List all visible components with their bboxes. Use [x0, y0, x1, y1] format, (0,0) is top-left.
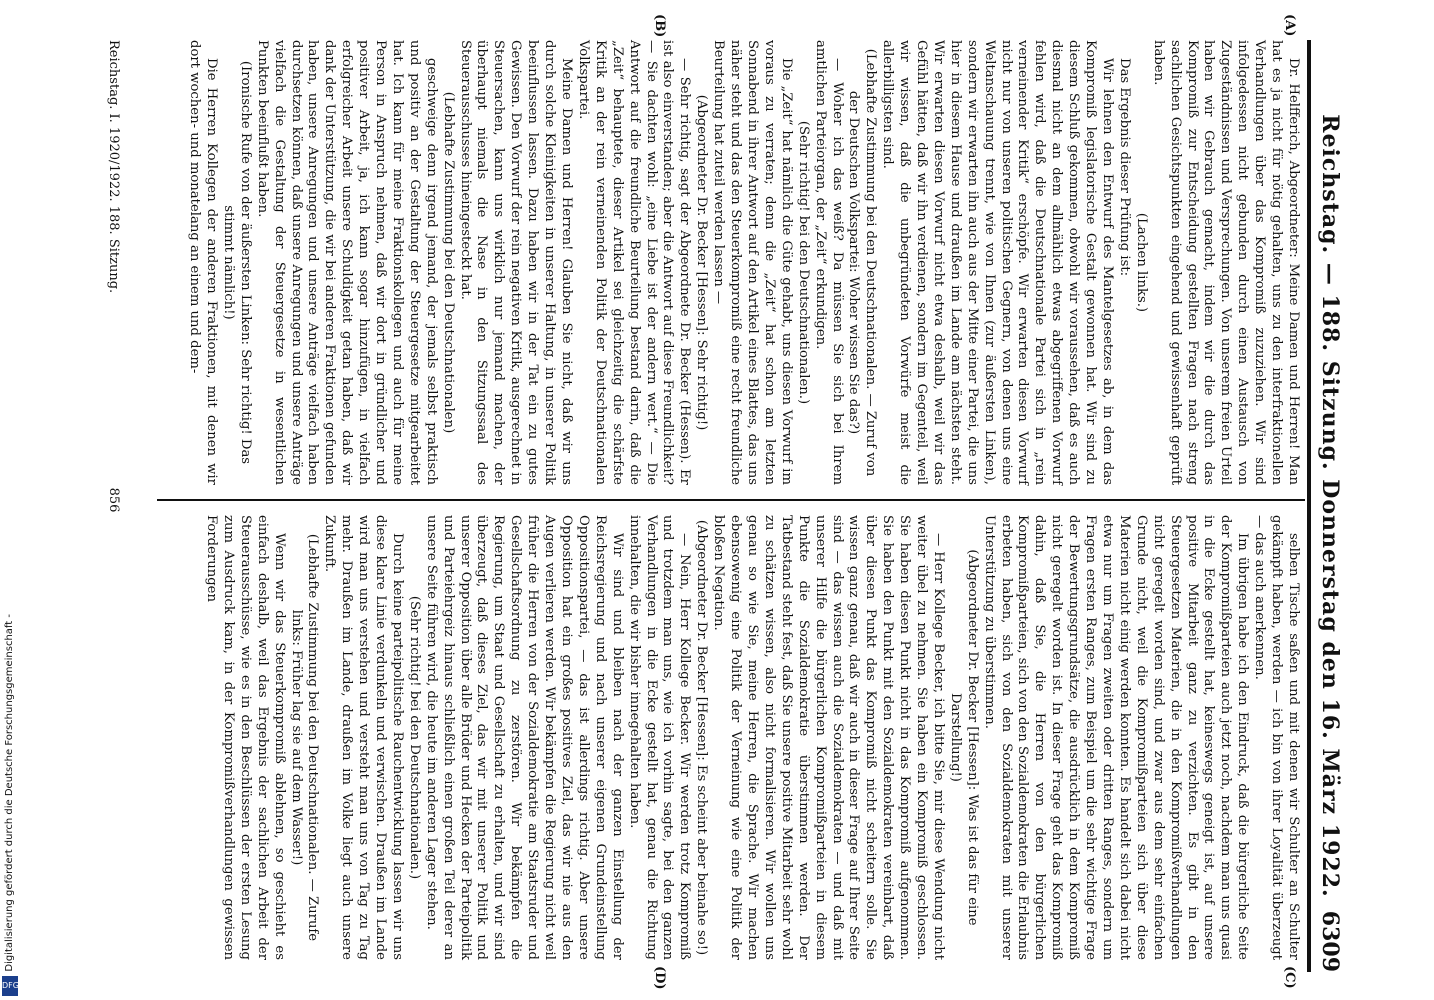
interjection: (Lebhafte Zustimmung bei den Deutschnationalen. — Zurufe links: Früher lag sie auf dem Wasser!) — [288, 533, 321, 942]
right-column — [202, 515, 1301, 960]
margin-marker-a: (A) — [1282, 14, 1297, 37]
interjection: (Abgeordneter Dr. Becker [Hessen]: Was ist das für eine Darstellung!) — [947, 549, 980, 926]
interjection: (Sehr richtig! bei den Deutschnationalen.) — [795, 120, 811, 405]
paragraph: Meine Damen und Herren! Glauben Sie nicht, daß wir uns durch solche Kleinigkeiten in unserer Haltung, in unserer Politik beeinflussen lassen. Dazu haben wir in der Tat ein zu gutes Gewissen. Den Vorwurf der rein negativen Kritik, ausgerechnet in Steuersachen, kann uns wirklich nur jemand machen, der überhaupt niemals die Nase in den Sitzungssaal des Steuerausschusses hineingesteckt hat. — [457, 40, 575, 485]
interjection: (Abgeordneter Dr. Becker [Hessen]: Sehr richtig!) — [694, 94, 710, 431]
left-column — [185, 40, 1301, 485]
footer-source: Reichstag. I. 1920/1922. 188. Sitzung. — [106, 40, 121, 294]
interjection: (Lebhafte Zustimmung bei den Deutschnationalen. — Zuruf von der Deutschen Volkspartei: Woher wissen Sie das?) — [846, 48, 879, 477]
dfg-logo: DFG — [2, 976, 18, 996]
paragraph: Im übrigen habe ich den Eindruck, daß die bürgerliche Seite der Kompromißparteien auch jetzt noch, nachdem man uns quasi in die Ecke gestellt hat, keineswegs geneigt ist, auf unsere positive Mitarbeit ganz zu verzichten. Es gibt in den Steuergesetzen Materien, die in den Kompromißverhandlungen nicht geregelt worden sind, und zwar aus dem sehr einfachen Grunde nicht, weil die Kompromißparteien sich über diese Materien nicht einig werden konnten. Es handelt sich dabei nicht etwa nur um Fragen zweiten oder dritten Ranges, sondern um Fragen ersten Ranges, zum Beispiel um die sehr wichtige Frage der Bewertungsgrundsätze, die ausdrücklich in dem Kompromiß nicht geregelt worden ist. In dieser Frage geht das Kompromiß dahin, daß Sie, die Herren von den bürgerlichen Kompromißparteien, sich von den Sozialdemokraten die Erlaubnis erbeten haben, sich von den Sozialdemokraten mit unserer Unterstützung zu überstimmen. — [981, 515, 1251, 960]
interjection: (Lebhafte Zustimmung bei den Deutschnationalen) — [440, 91, 456, 434]
interjection: (Abgeordneter Dr. Becker [Hessen]: Es scheint aber beinahe so!) — [694, 519, 710, 956]
interjection: (Ironische Rufe von der äußersten Linken: Sehr richtig! Das stimmt nämlich!) — [220, 60, 253, 465]
paragraph: — Sehr richtig, sagt der Abgeordnete Dr. Becker (Hessen). Er ist also einverstanden; aber die Antwort auf diese Freundlichkeit? — Sie dachten wohl: „eine Liebe ist der andern wert.“ — Die Antwort auf die freundliche Beurteilung bestand darin, daß die „Zeit“ behauptete, dieser Artikel sei gleichzeitig die schärfste Kritik an der rein verneinenden Politik der Deutschnationalen Volkspartei. — [575, 40, 693, 485]
paragraph: selben Tische saßen und mit denen wir Schulter an Schulter gekämpft haben, werden — ich bin von ihrer Loyalität überzeugt — das auch anerkennen. — [1252, 515, 1301, 960]
paragraph: Wir lehnen den Entwurf des Mantelgesetzes ab, in dem das Kompromiß legislatorische Gestalt gewonnen hat. Wir sind zu diesem Schluß gekommen, obwohl wir voraussehen, daß es auch diesmal nicht an dem allmählich etwas abgegriffenen Vorwurf fehlen wird, daß die Deutschnationale Partei sich in „rein verneinender Kritik“ erschöpfe. Wir erwarten diesen Vorwurf nicht nur von unseren politischen Gegnern, von denen uns eine Weltanschauung trennt, wie von Ihnen (zur äußersten Linken), sondern wir erwarten ihn auch aus der Mitte einer Partei, die uns hier in diesem Hause und draußen im Lande am nächsten steht. Wir erwarten diesen Vorwurf nicht etwa deshalb, weil wir das Gefühl hätten, daß wir ihn verdienen, sondern im Gegenteil, weil wir wissen, daß die unbegründeten Vorwürfe meist die allerbilligsten sind. — [880, 40, 1116, 485]
margin-marker-d: (D) — [652, 966, 667, 990]
digitization-credit — [0, 0, 22, 1000]
paragraph: — Woher ich das weiß? Da müssen Sie sich bei Ihrem amtlichen Parteiorgan, der „Zeit“ erkundigen. — [812, 40, 845, 485]
paragraph: Das Ergebnis dieser Prüfung ist: — [1116, 58, 1132, 277]
paragraph: Durch keine parteipolitische Rauchentwicklung lassen wir uns diese klare Linie verdunkeln und verwischen. Draußen im Lande wird man uns verstehen und versteht man uns von Tag zu Tag mehr. Draußen im Lande, draußen im Volke liegt auch unsere Zukunft. — [322, 515, 405, 960]
margin-marker-c: (C) — [1282, 966, 1297, 989]
header-title: Reichstag. — 188. Sitzung. Donnerstag den 16. März 1922. — [1317, 114, 1343, 898]
paragraph: Dr. Helfferich, Abgeordneter: Meine Damen und Herren! Man hat es ja nicht für nötig gehalten, uns zu den interfraktionellen Verhandlungen über das Kompromiß zuzuziehen. Wir sind infolgedessen nicht gebunden durch einen Austausch von Zugeständnissen und Versprechungen. Von unserem freien Urteil haben wir Gebrauch gemacht, indem wir die durch das Kompromiß zur Entscheidung gestellten Fragen nach streng sachlichen Gesichtspunkten eingehend und gewissenhaft geprüft haben. — [1150, 40, 1301, 485]
credit-text: Digitalisierung gefördert durch die Deutsche Forschungsgemeinschaft - — [4, 614, 15, 972]
rotated-page-content — [67, 0, 1367, 1000]
paragraph: — Herr Kollege Becker, ich bitte Sie, mir diese Wendung nicht weiter übel zu nehmen. Sie haben ein Kompromiß geschlossen. Sie haben diesen Punkt nicht in das Kompromiß aufgenommen. Sie haben den Punkt mit den Sozialdemokraten vereinbart, daß über diesen Punkt das Kompromiß nicht scheitern solle. Sie wissen ganz genau, daß wir auch in dieser Frage auf Ihrer Seite sind — das wissen auch die Sozialdemokraten — und daß mit unserer Hilfe die bürgerlichen Kompromißparteien in diesem Punkte die Sozialdemokratie überstimmen werden. Der Tatbestand steht fest, daß Sie unsere positive Mitarbeit sehr wohl zu schätzen wissen, also nicht formalisieren. Wir wollen uns genau so wie Sie, meine Herren, die Sprache. Wir machen ebensowenig eine Politik der Verneinung wie eine Politik der bloßen Negation. — [711, 515, 946, 960]
page-header — [1309, 40, 1349, 972]
paragraph: Wenn wir das Steuerkompromiß ablehnen, so geschieht es einfach deshalb, weil das Ergebnis der sachlichen Arbeit der Steuerausschüsse, wie es in den Beschlüssen der ersten Lesung zum Ausdruck kam, in der Kompromißverhandlungen gewissen Forderungen — [204, 515, 287, 960]
paragraph: Die Herren Kollegen der anderen Fraktionen, mit denen wir dort wochen- und monatelang an einem und dem- — [187, 40, 219, 485]
footer-page-number: 856 — [106, 487, 121, 513]
interjection: (Lachen links.) — [1133, 212, 1149, 313]
header-rule — [1307, 40, 1311, 972]
paragraph: — Nein, Herr Kollege Becker. Wir werden trotz Kompromiß und trotzdem man uns, wie ich vorhin sagte, bei den ganzen Verhandlungen in die Ecke gestellt hat, genau die Richtung innehalten, die wir bisher innegehalten haben. — [626, 515, 693, 960]
paragraph: Die „Zeit“ hat nämlich die Güte gehabt, uns diesen Vorwurf im voraus zu verraten; denn die „Zeit“ hat schon am letzten Sonnabend in ihrer Antwort auf den Artikel eines Blattes, das uns näher steht und das den Steuerkompromiß eine recht freundliche Beurteilung hat zuteil werden lassen — — [711, 40, 794, 485]
column-divider — [157, 499, 1305, 501]
interjection: (Sehr richtig! bei den Deutschnationalen.) — [406, 595, 422, 880]
header-page-number: 6309 — [1317, 910, 1343, 972]
paragraph: Wir sind und bleiben nach der ganzen Einstellung der Reichsregierung und nach unserer eigenen Grundeinstellung Oppositionspartei, — das ist allerdings richtig. Aber unsere Opposition hat ein großes positives Ziel, das wir nie aus den Augen verlieren werden. Wir bekämpfen die Regierung nicht weil früher die Herren von der Sozialdemokratie am Staatsruder und Gesellschaftsordnung zu zerstören. Wir bekämpfen die Regierung, um Staat und Gesellschaft zu erhalten, und wir sind überzeugt, daß dieses Ziel, das wir mit unserer Politik und unserer Opposition über alle Brüder und Hecken der Parteipolitik und Parteiehrgeiz hinaus schließlich einen großen Teil derer an unsere Seite führen wird, die heute im anderen Lager stehen. — [423, 515, 625, 960]
margin-marker-b: (B) — [652, 14, 667, 38]
paragraph: geschweige denn irgend jemand, der jemals selbst praktisch und positiv an der Gestaltung der Steuergesetze mitgearbeitet hat. Ich kann für meine Fraktionskollegen und auch für meine Person in Anspruch nehmen, daß wir dort in gründlicher und positiver Arbeit, ja, ich kann sogar hinzufügen, in vielfach erfolgreicher Arbeit unsere Schuldigkeit getan haben, daß wir dank der Unterstützung, die wir bei anderen Fraktionen gefunden haben, unsere Anregungen und unsere Anträge vielfach haben durchsetzen können, daß unsere Anregungen und unsere Anträge vielfach die Gestaltung der Steuergesetze in wesentlichen Punkten beeinflußt haben. — [254, 40, 439, 485]
